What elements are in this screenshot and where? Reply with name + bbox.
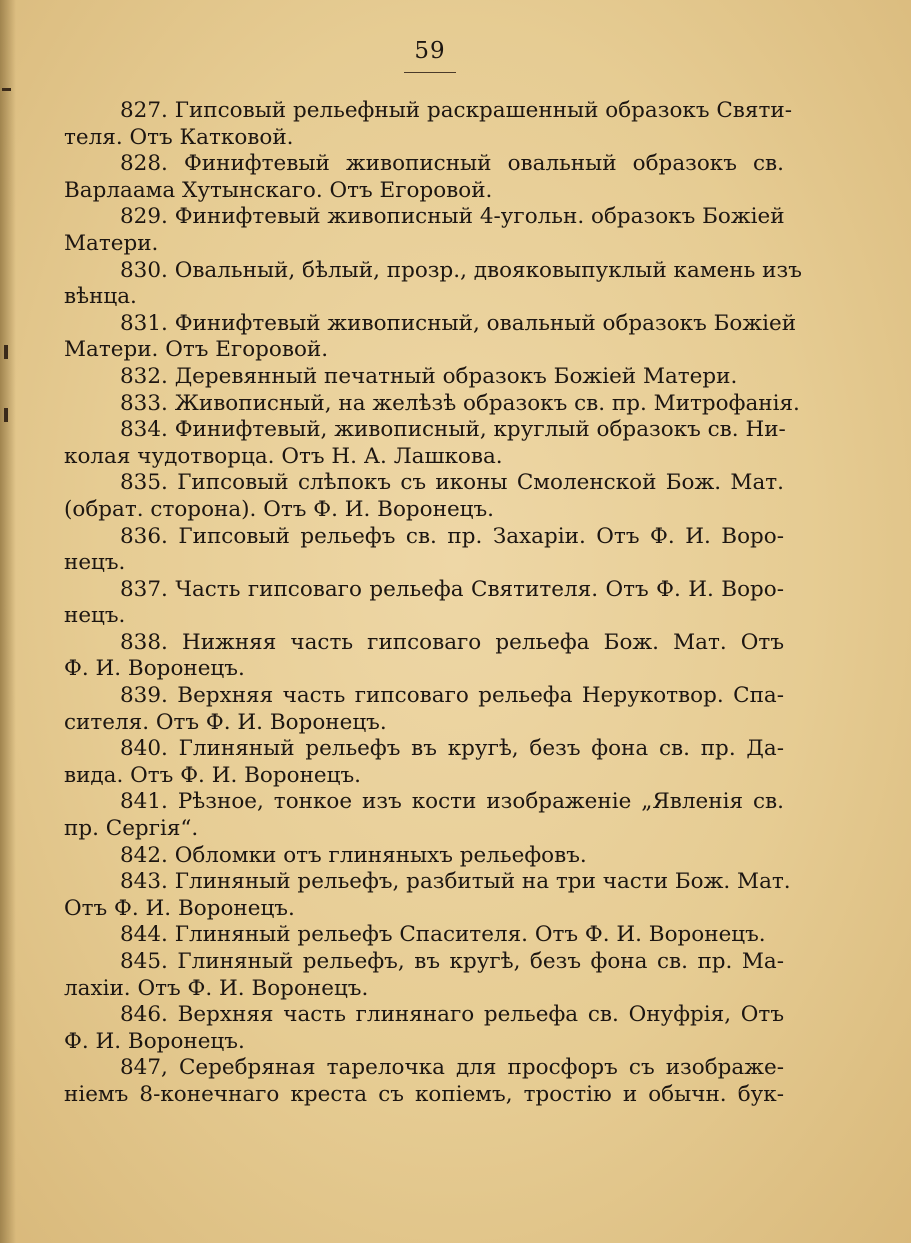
- left-edge-mark: [4, 408, 8, 422]
- text-line: 846. Верхняя часть глинянаго рельефа св. Онуфрiя, Отъ: [120, 1002, 784, 1028]
- text-line: 837. Часть гипсоваго рельефа Святителя. Отъ Ф. И. Воро-: [120, 576, 784, 602]
- text-line: Ф. И. Воронецъ.: [64, 1028, 245, 1054]
- text-line: 838. Нижняя часть гипсоваго рельефа Бож. Мат. Отъ: [120, 629, 784, 655]
- text-line: 831. Финифтевый живописный, овальный образокъ Божiей: [120, 310, 797, 336]
- text-line: лахiи. Отъ Ф. И. Воронецъ.: [64, 975, 369, 1001]
- text-line: 839. Верхняя часть гипсоваго рельефа Нерукотвор. Спа-: [120, 683, 784, 709]
- text-line: 840. Глиняный рельефъ въ кругѣ, безъ фона св. пр. Да-: [120, 736, 784, 762]
- text-line: нецъ.: [64, 550, 126, 576]
- left-edge-mark: [2, 88, 11, 91]
- text-line: нецъ.: [64, 603, 126, 629]
- text-line: нiемъ 8-конечнаго креста съ копiемъ, тростiю и обычн. бук-: [64, 1081, 784, 1107]
- page-binding-shadow: [0, 0, 16, 1243]
- text-line: вѣнца.: [64, 284, 137, 310]
- text-line: вида. Отъ Ф. И. Воронецъ.: [64, 762, 361, 788]
- text-line: 842. Обломки отъ глиняныхъ рельефовъ.: [120, 842, 587, 868]
- text-line: колая чудотворца. Отъ Н. А. Лашкова.: [64, 443, 503, 469]
- text-line: 830. Овальный, бѣлый, прозр., двояковыпуклый камень изъ: [120, 257, 802, 283]
- text-line: 833. Живописный, на желѣзѣ образокъ св. пр. Митрофанiя.: [120, 390, 800, 416]
- page-number: 59: [414, 38, 446, 64]
- text-line: 827. Гипсовый рельефный раскрашенный образокъ Святи-: [120, 98, 792, 123]
- text-line: 836. Гипсовый рельефъ св. пр. Захарiи. Отъ Ф. И. Воро-: [120, 523, 784, 549]
- text-line: 828. Финифтевый живописный овальный образокъ св.: [120, 151, 784, 177]
- text-line: 835. Гипсовый слѣпокъ съ иконы Смоленской Бож. Мат.: [120, 470, 784, 496]
- text-line: Матери. Отъ Егоровой.: [64, 337, 329, 363]
- text-line: Матери.: [64, 230, 159, 256]
- left-edge-mark: [4, 345, 8, 359]
- text-line: 845. Глиняный рельефъ, въ кругѣ, безъ фона св. пр. Ма-: [120, 949, 784, 974]
- text-line: 834. Финифтевый, живописный, круглый образокъ св. Ни-: [120, 417, 786, 443]
- text-line: (обрат. сторона). Отъ Ф. И. Воронецъ.: [64, 496, 495, 522]
- text-line: теля. Отъ Катковой.: [64, 124, 294, 150]
- text-line: 829. Финифтевый живописный 4-угольн. образокъ Божiей: [120, 204, 785, 230]
- catalog-text: [64, 98, 802, 1109]
- text-line: Отъ Ф. И. Воронецъ.: [64, 895, 295, 921]
- text-line: 832. Деревянный печатный образокъ Божiей Матери.: [120, 363, 738, 389]
- text-line: пр. Сергiя“.: [64, 816, 199, 842]
- text-line: сителя. Отъ Ф. И. Воронецъ.: [64, 709, 387, 735]
- text-line: 841. Рѣзное, тонкое изъ кости изображенiе „Явленiя св.: [120, 789, 784, 815]
- text-line: 847, Серебряная тарелочка для просфоръ съ изображе-: [120, 1055, 784, 1081]
- text-line: Варлаама Хутынскаго. Отъ Егоровой.: [64, 177, 493, 203]
- text-line: 843. Глиняный рельефъ, разбитый на три части Бож. Мат.: [120, 869, 791, 895]
- page-number-underline: [404, 72, 456, 73]
- text-line: 844. Глиняный рельефъ Спасителя. Отъ Ф. И. Воронецъ.: [120, 922, 766, 948]
- text-line: Ф. И. Воронецъ.: [64, 656, 245, 682]
